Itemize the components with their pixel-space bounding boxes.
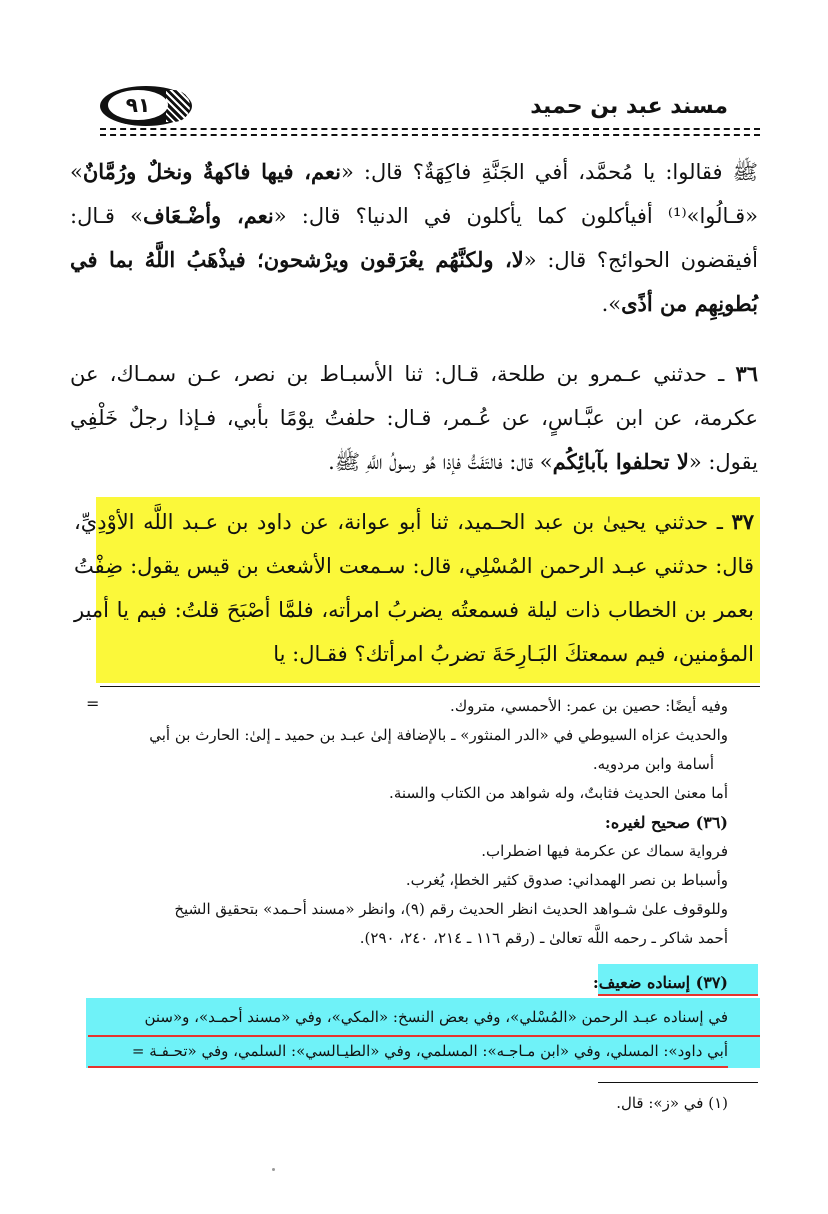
note-line: والحديث عزاه السيوطي في «الدر المنثور» ـ بالإضافة إلىٰ عبـد بن حميد ـ إلىٰ: الحارث بن أبي — [149, 726, 728, 744]
text-run: ﷺ فقالوا: يا مُحمَّد، أفي الجَنَّةِ فاكِهَةٌ؟ قال: « — [341, 160, 758, 184]
footnote: (١) في «ز»: قال. — [616, 1094, 728, 1112]
note-line: أبي داود»: المسلي، وفي «ابن مـاجـه»: المسلمي، وفي «الطيـالسي»: السلمي، وفي «تحـفـة = — [131, 1042, 728, 1060]
text-run: » قـال: أفيقضون الحوائج؟ قال: « — [70, 204, 758, 272]
footnote-rule — [598, 1082, 758, 1083]
highlighted-notes — [68, 966, 728, 1068]
note-line: وفيه أيضًا: حصين بن عمر: الأحمسي، متروك. — [450, 697, 728, 715]
grading-heading-37: (٣٧) إسناده ضعيف: — [592, 973, 728, 992]
bold-quote: لا تحلفوا بآبائِكُم — [552, 449, 689, 474]
note-line: وللوقوف علىٰ شـواهد الحديث انظر الحديث رقم (٩)، وانظر «مسند أحـمد» بتحقيق الشيخ — [174, 900, 728, 918]
bold-quote: لا، ولكنَّهُم يعْرَقون ويرْشحون؛ فيذْهَبُ اللَّهُ بما في بُطونِهِم من أذًى — [70, 247, 758, 316]
speck — [272, 1168, 275, 1171]
bold-quote: نعم، وأضْـعَاف — [142, 203, 274, 228]
running-title: مسند عبد بن حميد — [530, 94, 728, 119]
note-line: فرواية سماك عن عكرمة فيها اضطراب. — [481, 842, 728, 860]
note-line: أسامة وابن مردويه. — [592, 755, 714, 773]
hadith-36 — [70, 352, 758, 484]
note-line: أحمد شاكر ـ رحمه اللَّه تعالىٰ ـ (رقم ١١٦ ـ ٢١٤، ٢٤٠، ٢٩٠). — [359, 929, 728, 947]
hadith-number: ٣٦ — [735, 361, 758, 386]
text-run: ـ حدثني يحيىٰ بن عبد الحـميد، ثنا أبو عوانة، عن داود بن عـبد اللَّه الأوْدِيِّ، قال: حدثني عبـد الرحمن المُسْلِي، قال: سـمعت الأشعث بن قيس يقول: ضِفْتُ بعمر بن الخطاب ذات ليلة فسمعتُه يضربُ امرأته، فلمَّا أصْبَحَ قلتُ: فيم يا أمير المؤمنين، فيم سمعتكَ البَـارِحَةَ تضربُ امرأتك؟ فقـال: يا — [74, 510, 754, 666]
note-line: في إسناده عبـد الرحمن «المُسْلي»، وفي بعض النسخ: «المكي»، وفي «مسند أحمـد»، و«سنن — [144, 1008, 728, 1026]
page-number: ٩١ — [108, 90, 168, 120]
footnote-separator — [100, 686, 760, 687]
page-number-badge — [100, 86, 192, 126]
text-run: » قال: فالتَفَتُّ فإذا هُو رسولُ اللَّهِ ﷺ. — [328, 450, 553, 474]
bold-quote: نعم، فيها فاكهةٌ ونخلٌ ورُمَّانٌ — [82, 159, 342, 184]
hadith-number: ٣٧ — [731, 509, 754, 534]
grading-heading-36: (٣٦) صحيح لغيره: — [604, 813, 728, 832]
text-run: ـ حدثني عـمرو بن طلحة، قـال: ثنا الأسبـاط بن نصر، عـن سمـاك، عن عكرمة، عن ابن عبَّـاسٍ، عن عُـمر، قـال: حلفتُ يوْمًا بأبي، فـإذا رجلٌ خَلْفِي يقول: « — [70, 362, 758, 474]
note-line: وأسباط بن نصر الهمداني: صدوق كثير الخطإ، يُغرب. — [405, 871, 728, 889]
text-run: » «قـالُوا»⁽¹⁾ أفيأكلون كما يأكلون في الدنيا؟ قال: « — [70, 160, 758, 228]
hadith-37 — [74, 500, 754, 676]
text-run: ». — [601, 292, 622, 316]
continuation-mark: = — [86, 694, 100, 713]
note-line: أما معنىٰ الحديث فثابتٌ، وله شواهد من الكتاب والسنة. — [389, 784, 728, 802]
header-double-dashed-rule — [100, 128, 760, 136]
commentary-notes — [98, 692, 728, 953]
hadith-text-continuation — [70, 150, 758, 326]
